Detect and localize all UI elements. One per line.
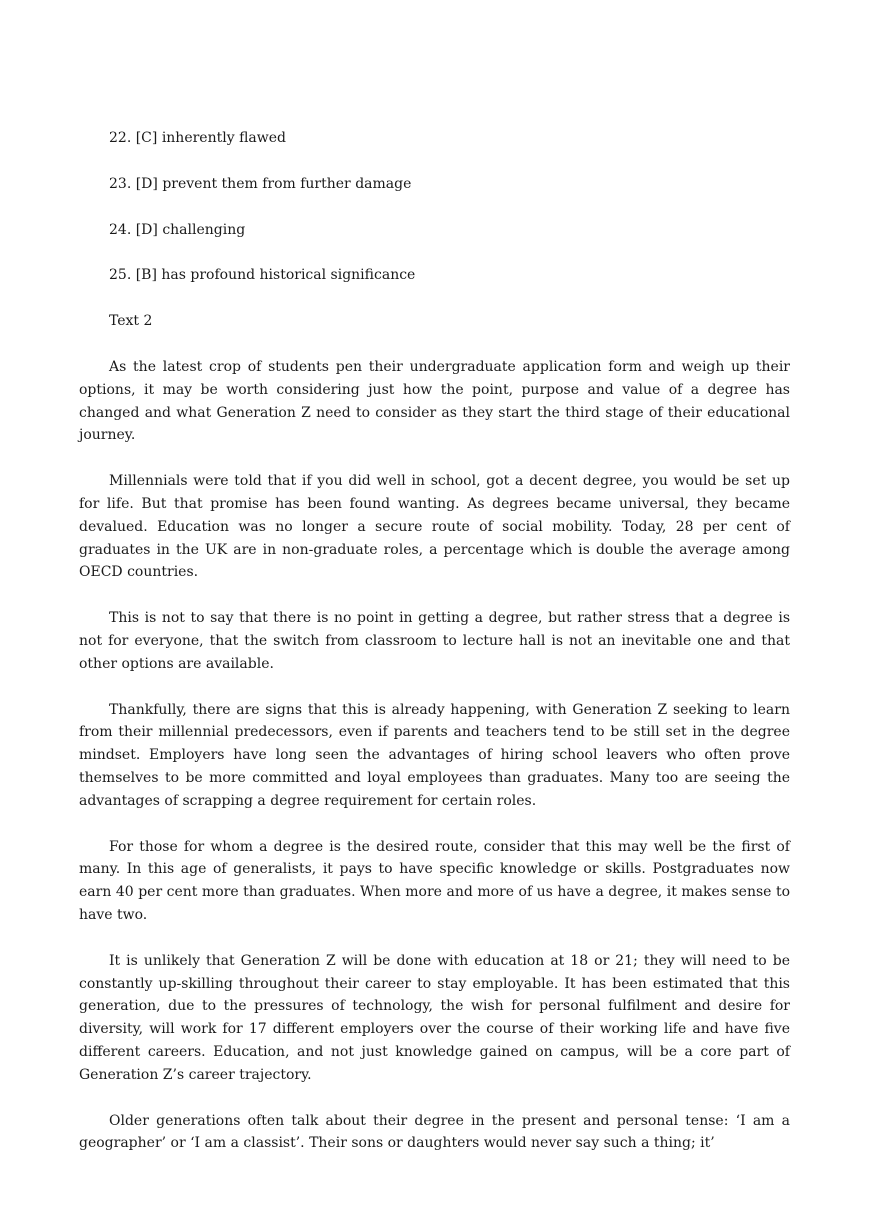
answer-text: inherently flawed	[161, 130, 286, 146]
paragraph-3: This is not to say that there is no point in getting a degree, but rather stress that a degree is not for everyone, that the switch from classroom to lecture hall is not an inevitable one and that other options are available.	[79, 610, 790, 672]
answer-text: challenging	[162, 221, 246, 238]
paragraph-6: It is unlikely that Generation Z will be done with education at 18 or 21; they will need to be constantly up-skilling throughout their career to stay employable. It has been estimated that this generation, due to the pressures of technology, the wish for personal fulfilment and desire for diversity, will work for 17 different employers over the course of their working life and have five different careers. Education, and not just knowledge gained on campus, will be a core part of Generation Z’s career trajectory.	[79, 952, 790, 1083]
answer-text: has profound historical significance	[161, 267, 416, 284]
answer-number: 25.	[109, 267, 132, 284]
paragraph-5: For those for whom a degree is the desired route, consider that this may well be the first of many. In this age of generalists, it pays to have specific knowledge or skills. Postgraduates now earn 40 per cent more than graduates. When more and more of us have a degree, it makes sense to have two.	[79, 838, 790, 923]
answer-text: prevent them from further damage	[162, 175, 412, 192]
answer-option: [B]	[135, 267, 157, 284]
answer-number: 24.	[109, 221, 132, 238]
answer-item-22	[79, 127, 790, 150]
answer-item-24	[79, 219, 790, 242]
paragraph-7: Older generations often talk about their degree in the present and personal tense: ‘I am a geographer’ or ‘I am a classist’. Their sons or daughters would never say such a thing; it’	[79, 1112, 790, 1152]
section-title: Text 2	[109, 313, 153, 330]
answer-item-23	[79, 173, 790, 196]
answer-item-25	[79, 264, 790, 287]
answer-option: [D]	[135, 175, 158, 192]
answer-number: 23.	[109, 175, 132, 192]
document-body	[79, 127, 790, 1178]
paragraph-2: Millennials were told that if you did well in school, got a decent degree, you would be set up for life. But that promise has been found wanting. As degrees became universal, they became devalued. Education was no longer a secure route of social mobility. Today, 28 per cent of graduates in the UK are in non-graduate roles, a percentage which is double the average among OECD countries.	[79, 473, 790, 581]
paragraph-1: As the latest crop of students pen their undergraduate application form and weigh up their options, it may be worth considering just how the point, purpose and value of a degree has changed and what Generation Z need to consider as they start the third stage of their educational journey.	[79, 358, 790, 444]
answer-number: 22.	[109, 130, 132, 146]
answer-option: [C]	[135, 130, 158, 146]
answer-option: [D]	[135, 221, 158, 238]
paragraph-4: Thankfully, there are signs that this is already happening, with Generation Z seeking to learn from their millennial predecessors, even if parents and teachers tend to be still set in the degree mindset. Employers have long seen the advantages of hiring school leavers who often prove themselves to be more committed and loyal employees than graduates. Many too are seeing the advantages of scrapping a degree requirement for certain roles.	[79, 701, 790, 809]
